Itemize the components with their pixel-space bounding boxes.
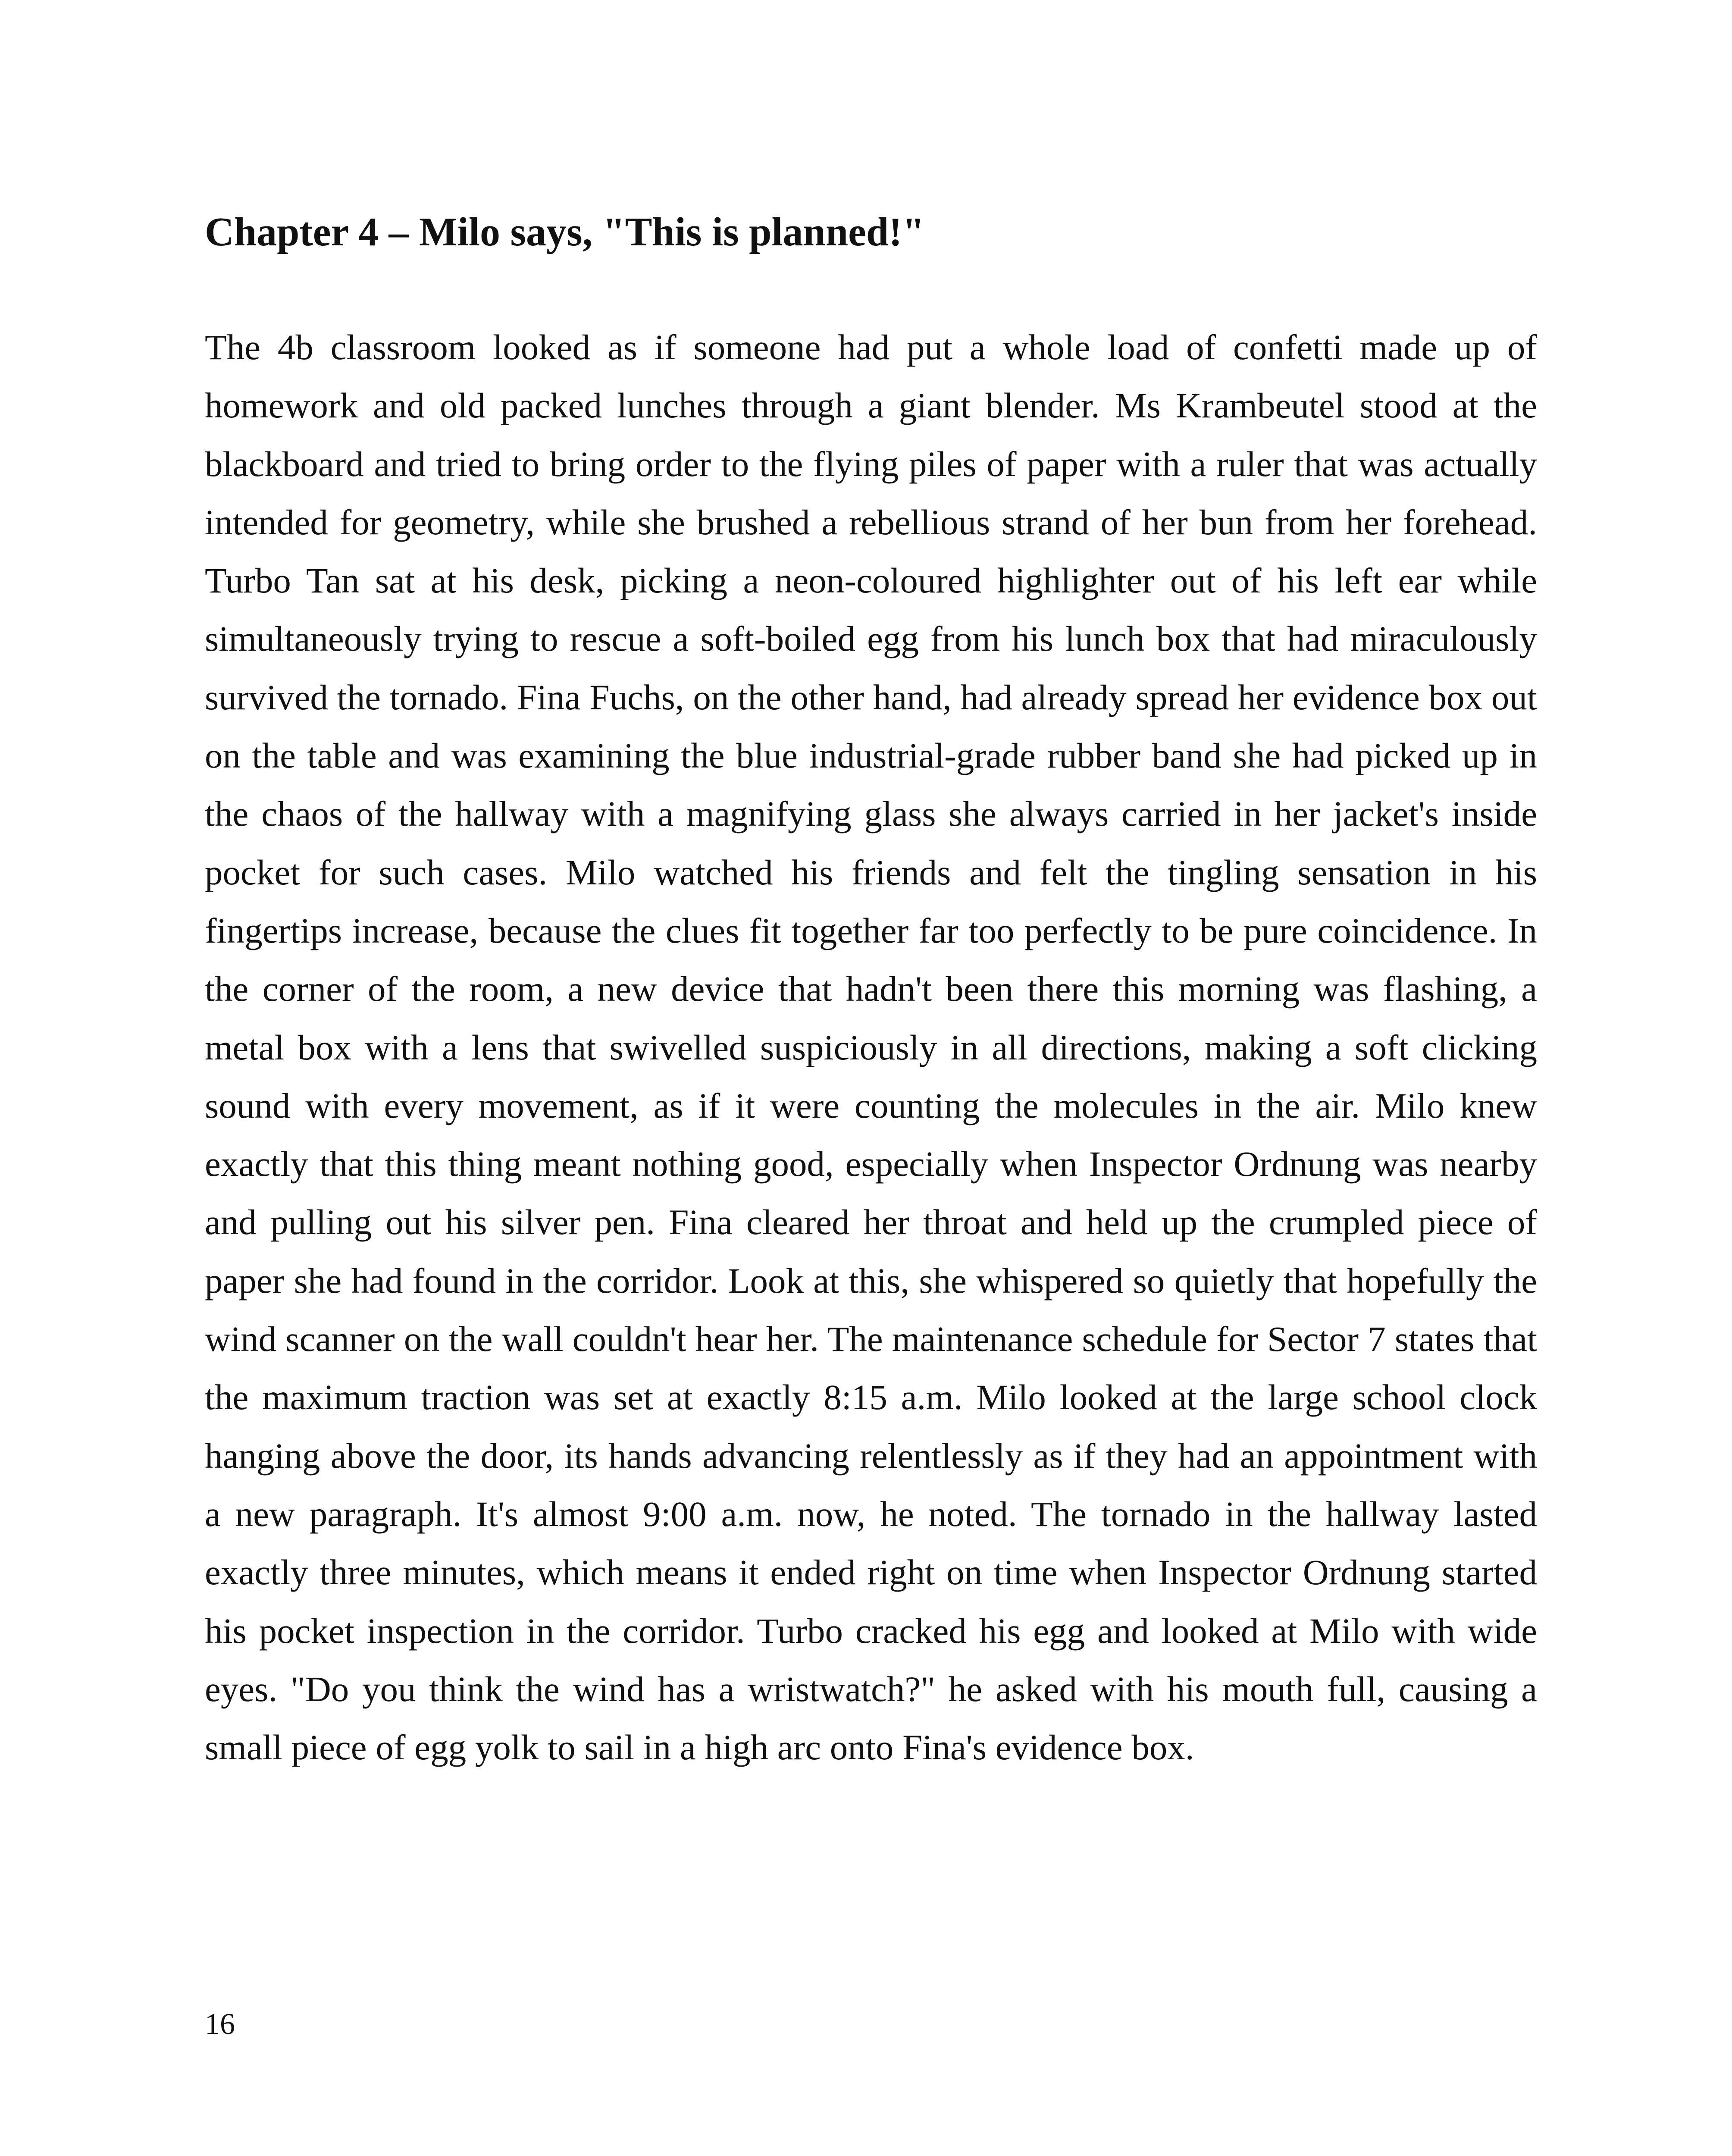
- page-number: 16: [205, 2008, 235, 2041]
- chapter-body-paragraph: The 4b classroom looked as if someone had put a whole load of confetti made up of homework and old packed lunches through a giant blender. Ms Krambeutel stood at the blackboard and tried to bring order to the flying piles of paper with a ruler that was actually intended for geometry, while she brushed a rebellious strand of her bun from her forehead. Turbo Tan sat at his desk, picking a neon-coloured highlighter out of his left ear while simultaneously trying to rescue a soft-boiled egg from his lunch box that had miraculously survived the tornado. Fina Fuchs, on the other hand, had already spread her evidence box out on the table and was examining the blue industrial-grade rubber band she had picked up in the chaos of the hallway with a magnifying glass she always carried in her jacket's inside pocket for such cases. Milo watched his friends and felt the tingling sensation in his fingertips increase, because the clues fit together far too perfectly to be pure coincidence. In the corner of the room, a new device that hadn't been there this morning was flashing, a metal box with a lens that swivelled suspiciously in all directions, making a soft clicking sound with every movement, as if it were counting the molecules in the air. Milo knew exactly that this thing meant nothing good, especially when Inspector Ordnung was nearby and pulling out his silver pen. Fina cleared her throat and held up the crumpled piece of paper she had found in the corridor. Look at this, she whispered so quietly that hopefully the wind scanner on the wall couldn't hear her. The maintenance schedule for Sector 7 states that the maximum traction was set at exactly 8:15 a.m. Milo looked at the large school clock hanging above the door, its hands advancing relentlessly as if they had an appointment with a new paragraph. It's almost 9:00 a.m. now, he noted. The tornado in the hallway lasted exactly three minutes, which means it ended right on time when Inspector Ordnung started his pocket inspection in the corridor. Turbo cracked his egg and looked at Milo with wide eyes. "Do you think the wind has a wristwatch?" he asked with his mouth full, causing a small piece of egg yolk to sail in a high arc onto Fina's evidence box.: [205, 327, 1537, 1767]
- chapter-title: Chapter 4 – Milo says, "This is planned!": [205, 210, 925, 254]
